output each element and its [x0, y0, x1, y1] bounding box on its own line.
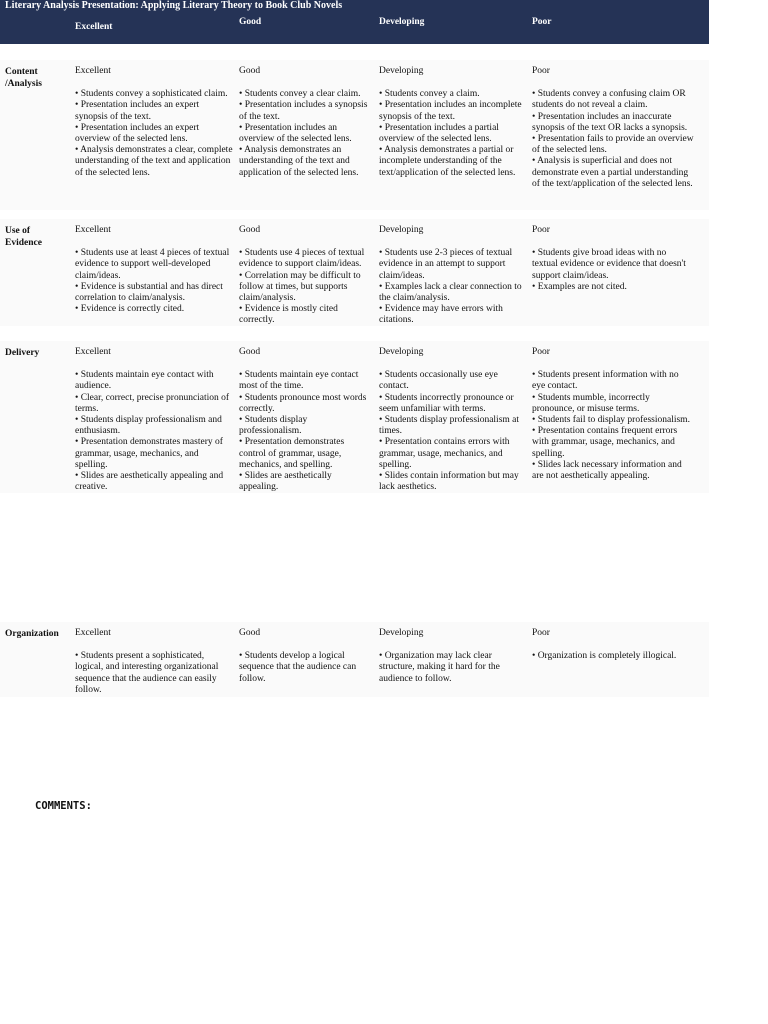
cell-developing	[379, 628, 524, 685]
criterion-line: • Students pronounce most words correctly.	[239, 392, 367, 414]
criterion-line: • Students present information with no eye contact.	[532, 370, 679, 392]
criterion-line: • Students mumble, incorrectly pronounce, or misuse terms.	[532, 392, 650, 414]
cell-poor	[532, 225, 694, 293]
criterion-line: • Presentation includes an overview of the selected lens.	[239, 122, 352, 145]
cell-level: Developing	[379, 225, 424, 235]
criterion-line: • Presentation includes a partial overview of the selected lens.	[379, 122, 499, 145]
cell-level: Good	[239, 66, 261, 76]
criterion-line: • Students convey a clear claim.	[239, 89, 361, 100]
cell-excellent	[75, 225, 233, 315]
cell-level: Poor	[532, 347, 550, 357]
cell-level: Good	[239, 628, 261, 638]
criterion-line: • Students develop a logical sequence that the audience can follow.	[239, 651, 357, 684]
cell-level: Excellent	[75, 628, 111, 638]
rubric-header	[0, 0, 709, 44]
cell-good	[239, 225, 369, 327]
criterion-line: • Evidence is correctly cited.	[75, 304, 185, 315]
cell-excellent	[75, 347, 233, 493]
criterion-line: • Students maintain eye contact most of the time.	[239, 370, 359, 392]
cell-good	[239, 628, 369, 685]
criterion-line: • Presentation includes an incomplete synopsis of the text.	[379, 100, 522, 122]
criterion-line: • Organization is completely illogical.	[532, 651, 677, 662]
cell-good	[239, 66, 369, 179]
criterion-line: • Analysis is superficial and does not demonstrate even a partial understanding of the text/application of the selected lens.	[532, 156, 693, 189]
row-label: Organization	[5, 629, 59, 639]
criterion-line: • Students convey a sophisticated claim.	[75, 89, 228, 100]
criterion-line: • Examples are not cited.	[532, 281, 627, 292]
cell-level: Developing	[379, 66, 424, 76]
cell-excellent	[75, 628, 233, 696]
criterion-line: • Slides are aesthetically appealing and creative.	[75, 471, 224, 493]
criterion-line: • Analysis demonstrates an understanding of the text and application of the selected lens.	[239, 145, 359, 178]
rubric-row-delivery	[0, 341, 709, 493]
cell-level: Developing	[379, 347, 424, 357]
criterion-line: • Evidence may have errors with citations.	[379, 304, 503, 326]
criterion-line: • Slides lack necessary information and are not aesthetically appealing.	[532, 459, 682, 482]
criterion-line: • Students give broad ideas with no textual evidence or evidence that doesn't support claim/ideas.	[532, 248, 686, 281]
row-label: Content /Analysis	[5, 67, 42, 89]
criterion-line: • Students display professionalism and enthusiasm.	[75, 415, 222, 437]
criterion-line: • Presentation demonstrates control of grammar, usage, mechanics, and spelling.	[239, 437, 345, 470]
cell-level: Excellent	[75, 225, 111, 235]
cell-poor	[532, 628, 694, 662]
criterion-line: • Examples lack a clear connection to the claim/analysis.	[379, 281, 522, 304]
criterion-line: • Presentation includes an inaccurate synopsis of the text OR lacks a synopsis.	[532, 111, 688, 133]
criterion-line: • Students use 4 pieces of textual evidence to support claim/ideas.	[239, 248, 365, 270]
criterion-line: • Students convey a claim.	[379, 89, 480, 100]
cell-developing	[379, 66, 524, 179]
criterion-line: • Presentation includes an expert synopsis of the text.	[75, 100, 200, 122]
rubric-row-organization	[0, 622, 709, 697]
cell-developing	[379, 225, 524, 327]
cell-poor	[532, 347, 694, 482]
criterion-line: • Students display professionalism.	[239, 415, 308, 437]
rubric-row-content-analysis	[0, 60, 709, 210]
comments-label: COMMENTS:	[35, 800, 92, 812]
criterion-line: • Presentation demonstrates mastery of grammar, usage, mechanics, and spelling.	[75, 437, 223, 470]
header-excellent: Excellent	[75, 22, 113, 32]
header-developing: Developing	[379, 17, 425, 27]
cell-level: Poor	[532, 225, 550, 235]
criterion-line: • Students present a sophisticated, logical, and interesting organizational sequence that the audience can easily follow.	[75, 651, 219, 695]
criterion-line: • Slides are aesthetically appealing.	[239, 471, 332, 493]
criterion-line: • Presentation fails to provide an overview of the selected lens.	[532, 134, 694, 156]
criterion-line: • Analysis demonstrates a clear, complete understanding of the text and application of the selected lens.	[75, 145, 233, 178]
rubric-title: Literary Analysis Presentation: Applying Literary Theory to Book Club Novels	[5, 0, 343, 11]
criterion-line: • Evidence is mostly cited correctly.	[239, 304, 338, 326]
row-label: Delivery	[5, 348, 40, 358]
cell-excellent	[75, 66, 233, 179]
criterion-line: • Students fail to display professionalism.	[532, 415, 690, 426]
criterion-line: • Analysis demonstrates a partial or incomplete understanding of the text/application of the selected lens.	[379, 145, 516, 178]
criterion-line: • Slides contain information but may lack aesthetics.	[379, 471, 519, 493]
row-label: Use of Evidence	[5, 226, 42, 248]
cell-level: Developing	[379, 628, 424, 638]
header-good: Good	[239, 17, 262, 27]
cell-level: Good	[239, 225, 261, 235]
criterion-line: • Students use 2-3 pieces of textual evidence in an attempt to support claim/ideas.	[379, 248, 513, 281]
criterion-line: • Presentation includes a synopsis of the text.	[239, 100, 368, 122]
criterion-line: • Students incorrectly pronounce or seem unfamiliar with terms.	[379, 392, 514, 414]
criterion-line: • Presentation includes an expert overview of the selected lens.	[75, 122, 200, 145]
criterion-line: • Organization may lack clear structure, making it hard for the audience to follow.	[379, 651, 500, 684]
cell-level: Excellent	[75, 66, 111, 76]
criterion-line: • Students use at least 4 pieces of textual evidence to support well-developed claim/ideas.	[75, 248, 230, 281]
criterion-line: • Students display professionalism at times.	[379, 415, 520, 437]
header-poor: Poor	[532, 17, 552, 27]
criterion-line: • Correlation may be difficult to follow at times, but supports claim/analysis.	[239, 270, 361, 304]
criterion-line: • Students convey a confusing claim OR students do not reveal a claim.	[532, 89, 686, 111]
criterion-line: • Students occasionally use eye contact.	[379, 370, 498, 392]
cell-level: Poor	[532, 628, 550, 638]
cell-good	[239, 347, 369, 493]
cell-developing	[379, 347, 524, 493]
cell-level: Poor	[532, 66, 550, 76]
criterion-line: • Presentation contains frequent errors with grammar, usage, mechanics, and spelling.	[532, 426, 678, 459]
cell-poor	[532, 66, 694, 190]
rubric-row-use-of-evidence	[0, 219, 709, 326]
cell-level: Good	[239, 347, 261, 357]
cell-level: Excellent	[75, 347, 111, 357]
criterion-line: • Presentation contains errors with grammar, usage, mechanics, and spelling.	[379, 437, 510, 470]
criterion-line: • Students maintain eye contact with audience.	[75, 370, 214, 392]
criterion-line: • Clear, correct, precise pronunciation of terms.	[75, 392, 230, 414]
criterion-line: • Evidence is substantial and has direct correlation to claim/analysis.	[75, 281, 223, 304]
